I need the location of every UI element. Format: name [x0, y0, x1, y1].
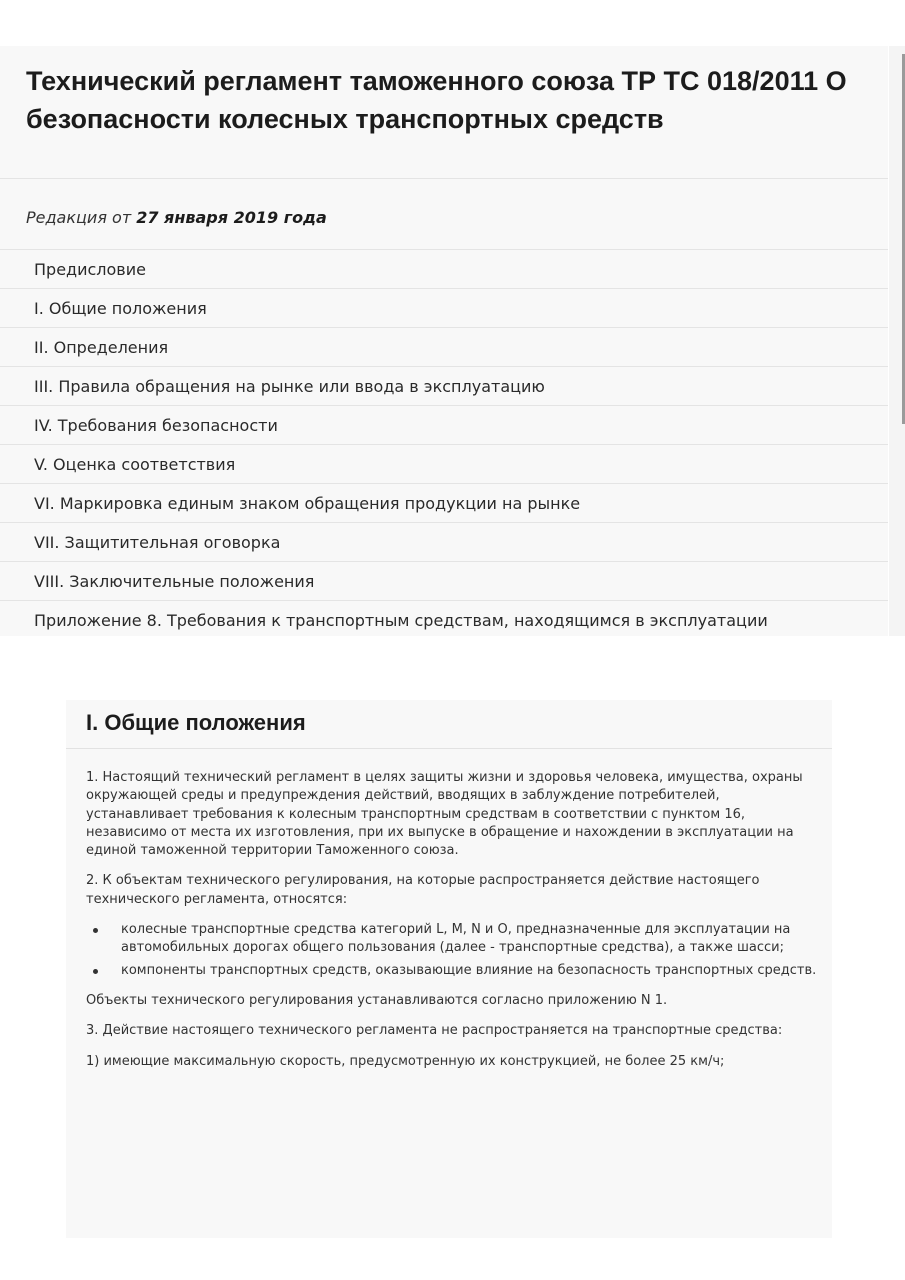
edition-line: [26, 207, 327, 229]
paragraph-1: 1. Настоящий технический регламент в целях защиты жизни и здоровья человека, имущества, охраны окружающей среды и предупреждения действий, вводящих в заблуждение потребителей, устанавливает требования к колесным транспортным средствам в соответствии с пунктом 16, независимо от места их изготовления, при их выпуске в обращение и нахождении в эксплуатации на единой таможенной территории Таможенного союза.: [86, 770, 803, 859]
objects-list: [86, 921, 821, 980]
section-divider: [66, 748, 832, 749]
title-divider: [0, 178, 888, 179]
bullet-icon: [93, 928, 98, 933]
toc-item-safety[interactable]: IV. Требования безопасности: [0, 405, 888, 444]
toc-list: [0, 250, 888, 639]
list-item-text: колесные транспортные средства категорий L, M, N и O, предназначенные для эксплуатации на автомобильных дорогах общего пользования (далее - транспортные средства), а также шасси;: [121, 922, 791, 956]
paragraph-3: Объекты технического регулирования устанавливаются согласно приложению N 1.: [86, 992, 668, 1008]
toc-item-general[interactable]: I. Общие положения: [0, 288, 888, 327]
toc-item-market-rules[interactable]: III. Правила обращения на рынке или ввода в эксплуатацию: [0, 366, 888, 405]
section-title: I. Общие положения: [86, 710, 306, 735]
paragraph-5: 1) имеющие максимальную скорость, предусмотренную их конструкцией, не более 25 км/ч;: [86, 1053, 725, 1069]
paragraph-4: 3. Действие настоящего технического регламента не распространяется на транспортные средства:: [86, 1023, 783, 1039]
list-item: [86, 921, 821, 958]
toc-item-final[interactable]: VIII. Заключительные положения: [0, 561, 888, 600]
toc-item-marking[interactable]: VI. Маркировка единым знаком обращения продукции на рынке: [0, 483, 888, 522]
edition-prefix: Редакция от: [26, 208, 137, 227]
bullet-icon: [93, 969, 98, 974]
toc-item-preface[interactable]: Предисловие: [34, 260, 146, 279]
toc-item-definitions[interactable]: II. Определения: [0, 327, 888, 366]
list-item-text: компоненты транспортных средств, оказывающие влияние на безопасность транспортных средств.: [121, 962, 817, 978]
toc-item-appendix-8[interactable]: Приложение 8. Требования к транспортным средствам, находящимся в эксплуатации: [0, 600, 888, 639]
scrollbar[interactable]: [889, 46, 905, 636]
list-item: [86, 962, 821, 980]
toc-item-conformity[interactable]: V. Оценка соответствия: [0, 444, 888, 483]
document-title: Технический регламент таможенного союза ТР ТС 018/2011 О безопасности колесных транспортных средств: [26, 66, 847, 134]
section-body: [86, 769, 821, 1083]
edition-date: 27 января 2019 года: [136, 208, 327, 227]
toc-item-safeguard[interactable]: VII. Защитительная оговорка: [0, 522, 888, 561]
paragraph-2: 2. К объектам технического регулирования, на которые распространяется действие настоящего технического регламента, относятся:: [86, 873, 760, 907]
